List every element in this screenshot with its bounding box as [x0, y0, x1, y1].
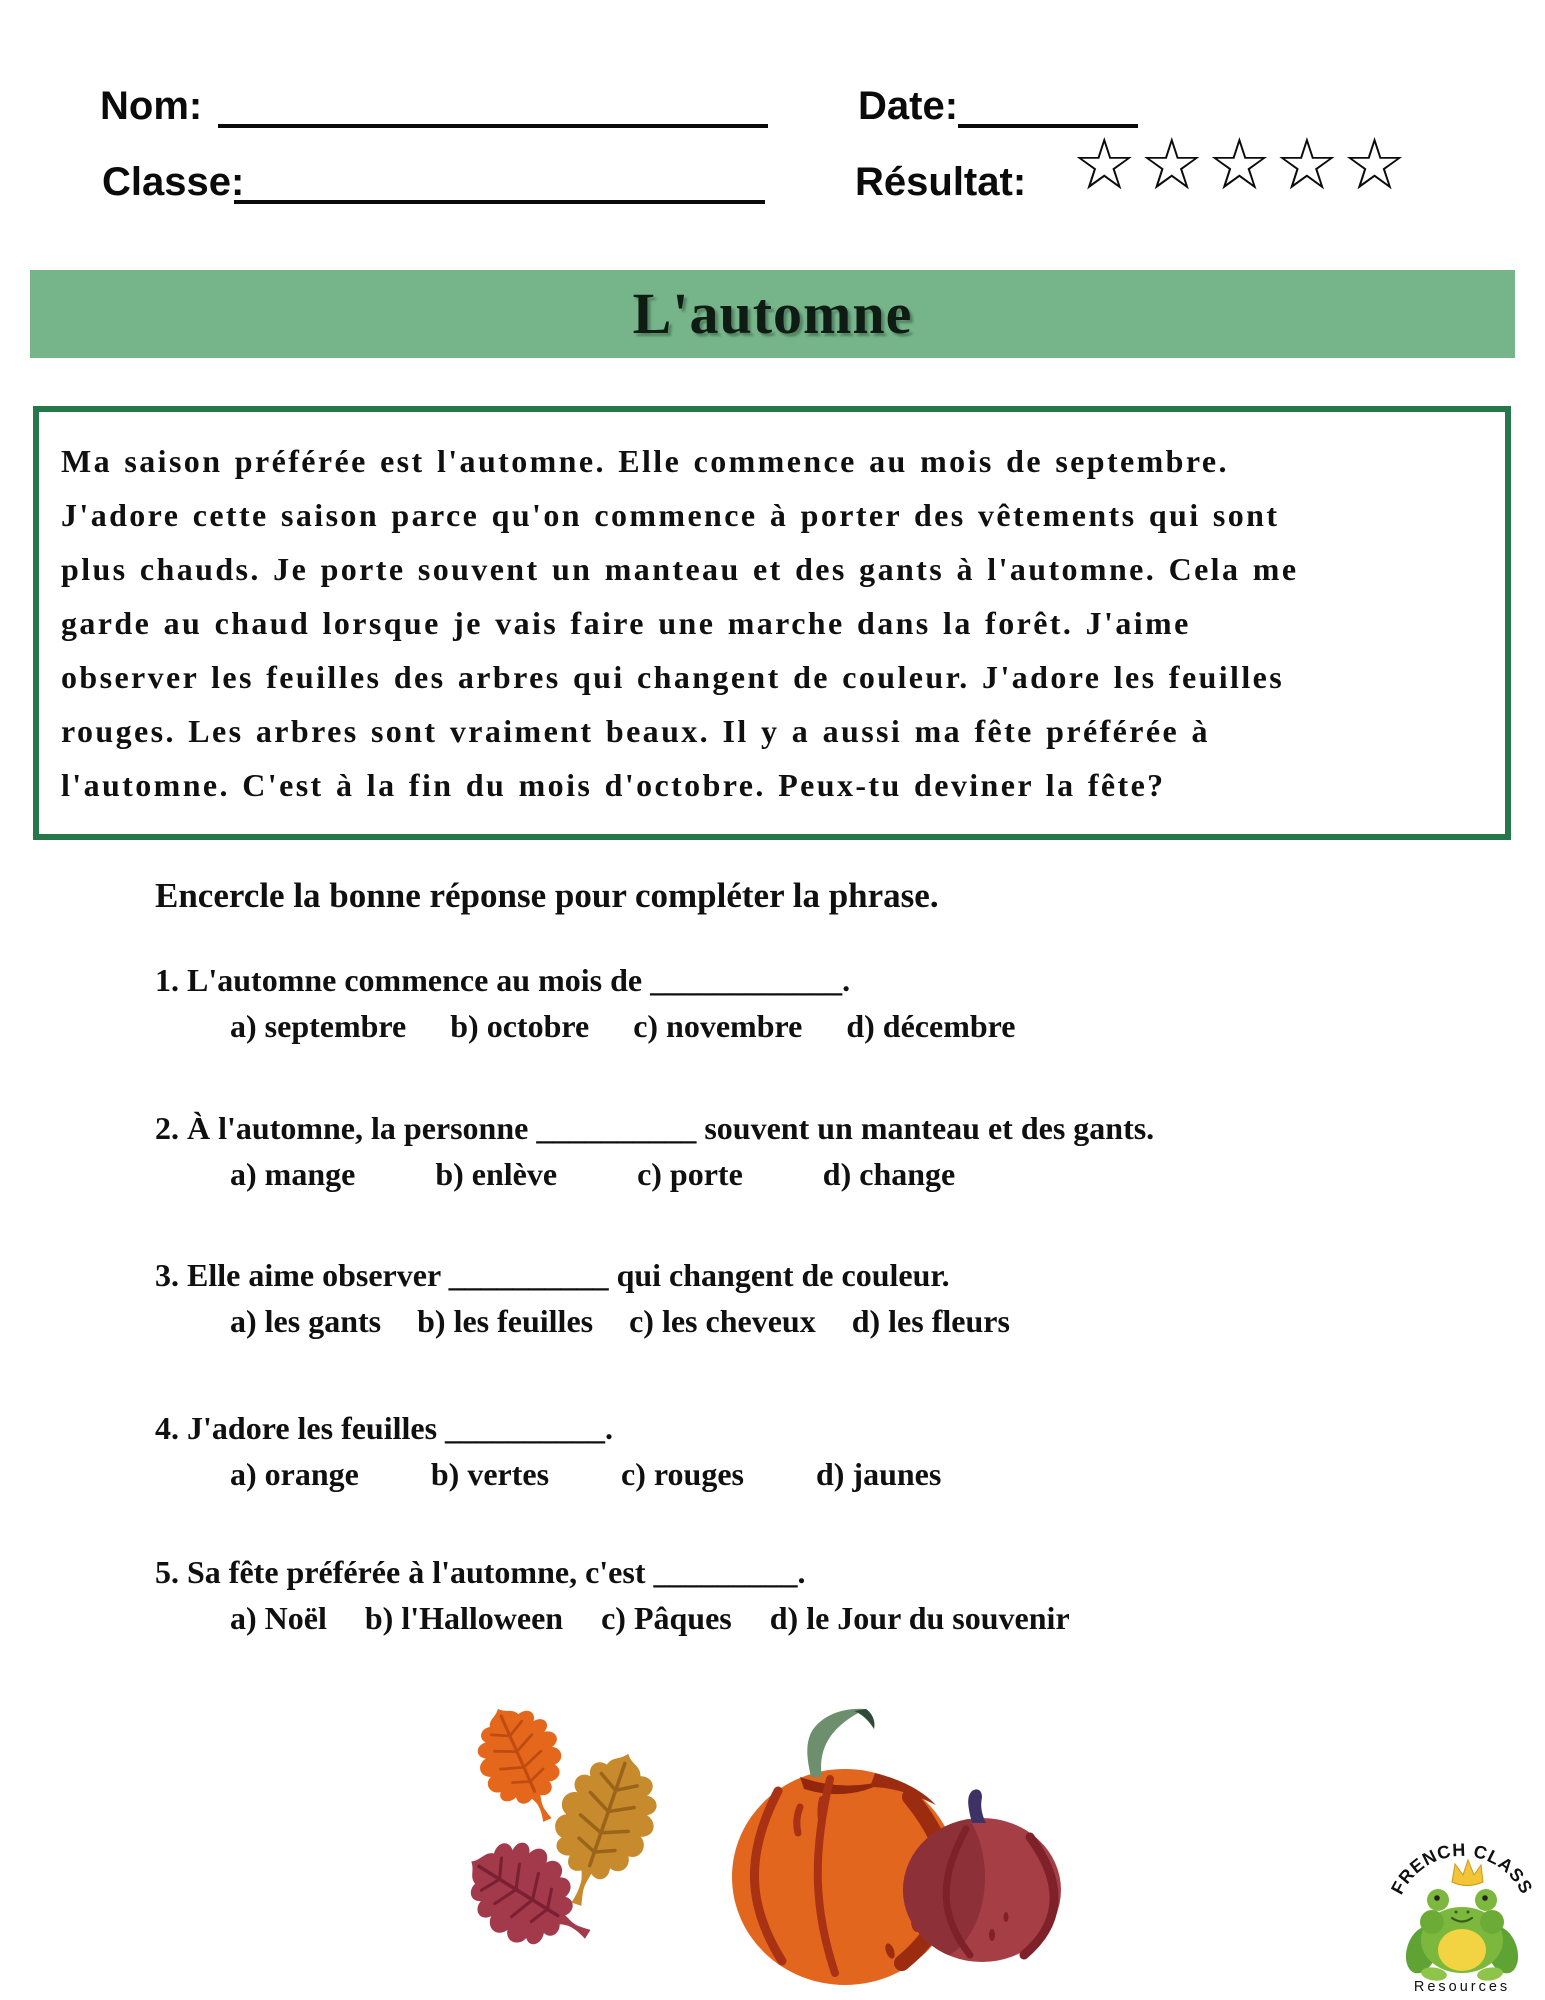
nom-label: Nom: — [100, 84, 203, 128]
option-c[interactable]: c) novembre — [633, 1008, 803, 1044]
question-4 — [155, 1408, 941, 1493]
passage-line: Ma saison préférée est l'automne. Elle commence au mois de septembre. — [61, 443, 1229, 479]
question-1 — [155, 960, 1015, 1045]
result-stars — [1072, 122, 1410, 206]
frog-icon — [1400, 1860, 1523, 1982]
passage-line: plus chauds. Je porte souvent un manteau et des gants à l'automne. Cela me — [61, 551, 1299, 587]
option-b[interactable]: b) octobre — [450, 1008, 590, 1044]
title-banner — [30, 270, 1515, 358]
question-options — [230, 1600, 1070, 1637]
question-prompt: 3. Elle aime observer __________ qui changent de couleur. — [155, 1257, 950, 1293]
option-c[interactable]: c) Pâques — [601, 1600, 732, 1636]
autumn-illustration — [330, 1655, 1140, 2000]
question-3 — [155, 1255, 1010, 1340]
question-prompt: 4. J'adore les feuilles __________. — [155, 1410, 614, 1446]
option-c[interactable]: c) rouges — [621, 1456, 744, 1492]
reading-passage-box — [33, 406, 1511, 840]
question-prompt: 1. L'automne commence au mois de ____________. — [155, 962, 851, 998]
star-icon: ☆ — [1072, 122, 1140, 206]
option-b[interactable]: b) les feuilles — [417, 1303, 594, 1339]
option-d[interactable]: d) décembre — [846, 1008, 1016, 1044]
passage-line: garde au chaud lorsque je vais faire une marche dans la forêt. J'aime — [61, 605, 1191, 641]
pumpkin-stem — [968, 1789, 986, 1823]
passage-line: observer les feuilles des arbres qui changent de couleur. J'adore les feuilles — [61, 659, 1285, 695]
option-d[interactable]: d) jaunes — [815, 1456, 942, 1492]
option-b[interactable]: b) enlève — [435, 1156, 558, 1192]
question-options — [230, 1303, 1010, 1340]
passage-line: l'automne. C'est à la fin du mois d'octobre. Peux-tu deviner la fête? — [61, 767, 1166, 803]
svg-text:FRENCH CLASS — [1387, 1840, 1537, 1898]
option-b[interactable]: b) l'Halloween — [364, 1600, 564, 1636]
question-options — [230, 1456, 941, 1493]
instruction-text: Encercle la bonne réponse pour compléter la phrase. — [155, 876, 939, 915]
option-b[interactable]: b) vertes — [430, 1456, 550, 1492]
pumpkin-stem — [807, 1709, 866, 1777]
classe-writein-line[interactable] — [234, 200, 765, 204]
option-a[interactable]: a) septembre — [230, 1008, 407, 1044]
question-options — [230, 1156, 1154, 1193]
option-a[interactable]: a) orange — [230, 1456, 359, 1492]
option-d[interactable]: d) change — [822, 1156, 956, 1192]
passage-line: rouges. Les arbres sont vraiment beaux. Il y a aussi ma fête préférée à — [61, 713, 1210, 749]
option-c[interactable]: c) porte — [637, 1156, 743, 1192]
logo-resources-text: Resources — [1413, 1979, 1511, 1995]
option-a[interactable]: a) mange — [230, 1156, 356, 1192]
question-5 — [155, 1552, 1070, 1637]
crown-icon — [1452, 1860, 1483, 1886]
date-label: Date: — [858, 84, 959, 128]
star-icon: ☆ — [1274, 122, 1343, 206]
star-icon: ☆ — [1207, 122, 1275, 206]
french-class-logo — [1382, 1830, 1542, 1998]
star-icon: ☆ — [1139, 122, 1208, 206]
option-c[interactable]: c) les cheveux — [629, 1303, 816, 1339]
option-a[interactable]: a) Noël — [230, 1600, 327, 1636]
star-icon: ☆ — [1342, 122, 1410, 206]
option-a[interactable]: a) les gants — [230, 1303, 382, 1339]
option-d[interactable]: d) le Jour du souvenir — [769, 1600, 1070, 1636]
classe-label: Classe: — [102, 160, 245, 204]
question-2 — [155, 1108, 1154, 1193]
question-prompt: 5. Sa fête préférée à l'automne, c'est _________. — [155, 1554, 806, 1590]
logo-arc-text: FRENCH CLASS — [1387, 1839, 1537, 1898]
page-title: L'automne — [632, 281, 913, 346]
resultat-label: Résultat: — [855, 160, 1027, 204]
nom-writein-line[interactable] — [218, 124, 768, 128]
question-prompt: 2. À l'automne, la personne __________ souvent un manteau et des gants. — [155, 1110, 1155, 1146]
passage-line: J'adore cette saison parce qu'on commence à porter des vêtements qui sont — [61, 497, 1280, 533]
option-d[interactable]: d) les fleurs — [851, 1303, 1010, 1339]
question-options — [230, 1008, 1015, 1045]
